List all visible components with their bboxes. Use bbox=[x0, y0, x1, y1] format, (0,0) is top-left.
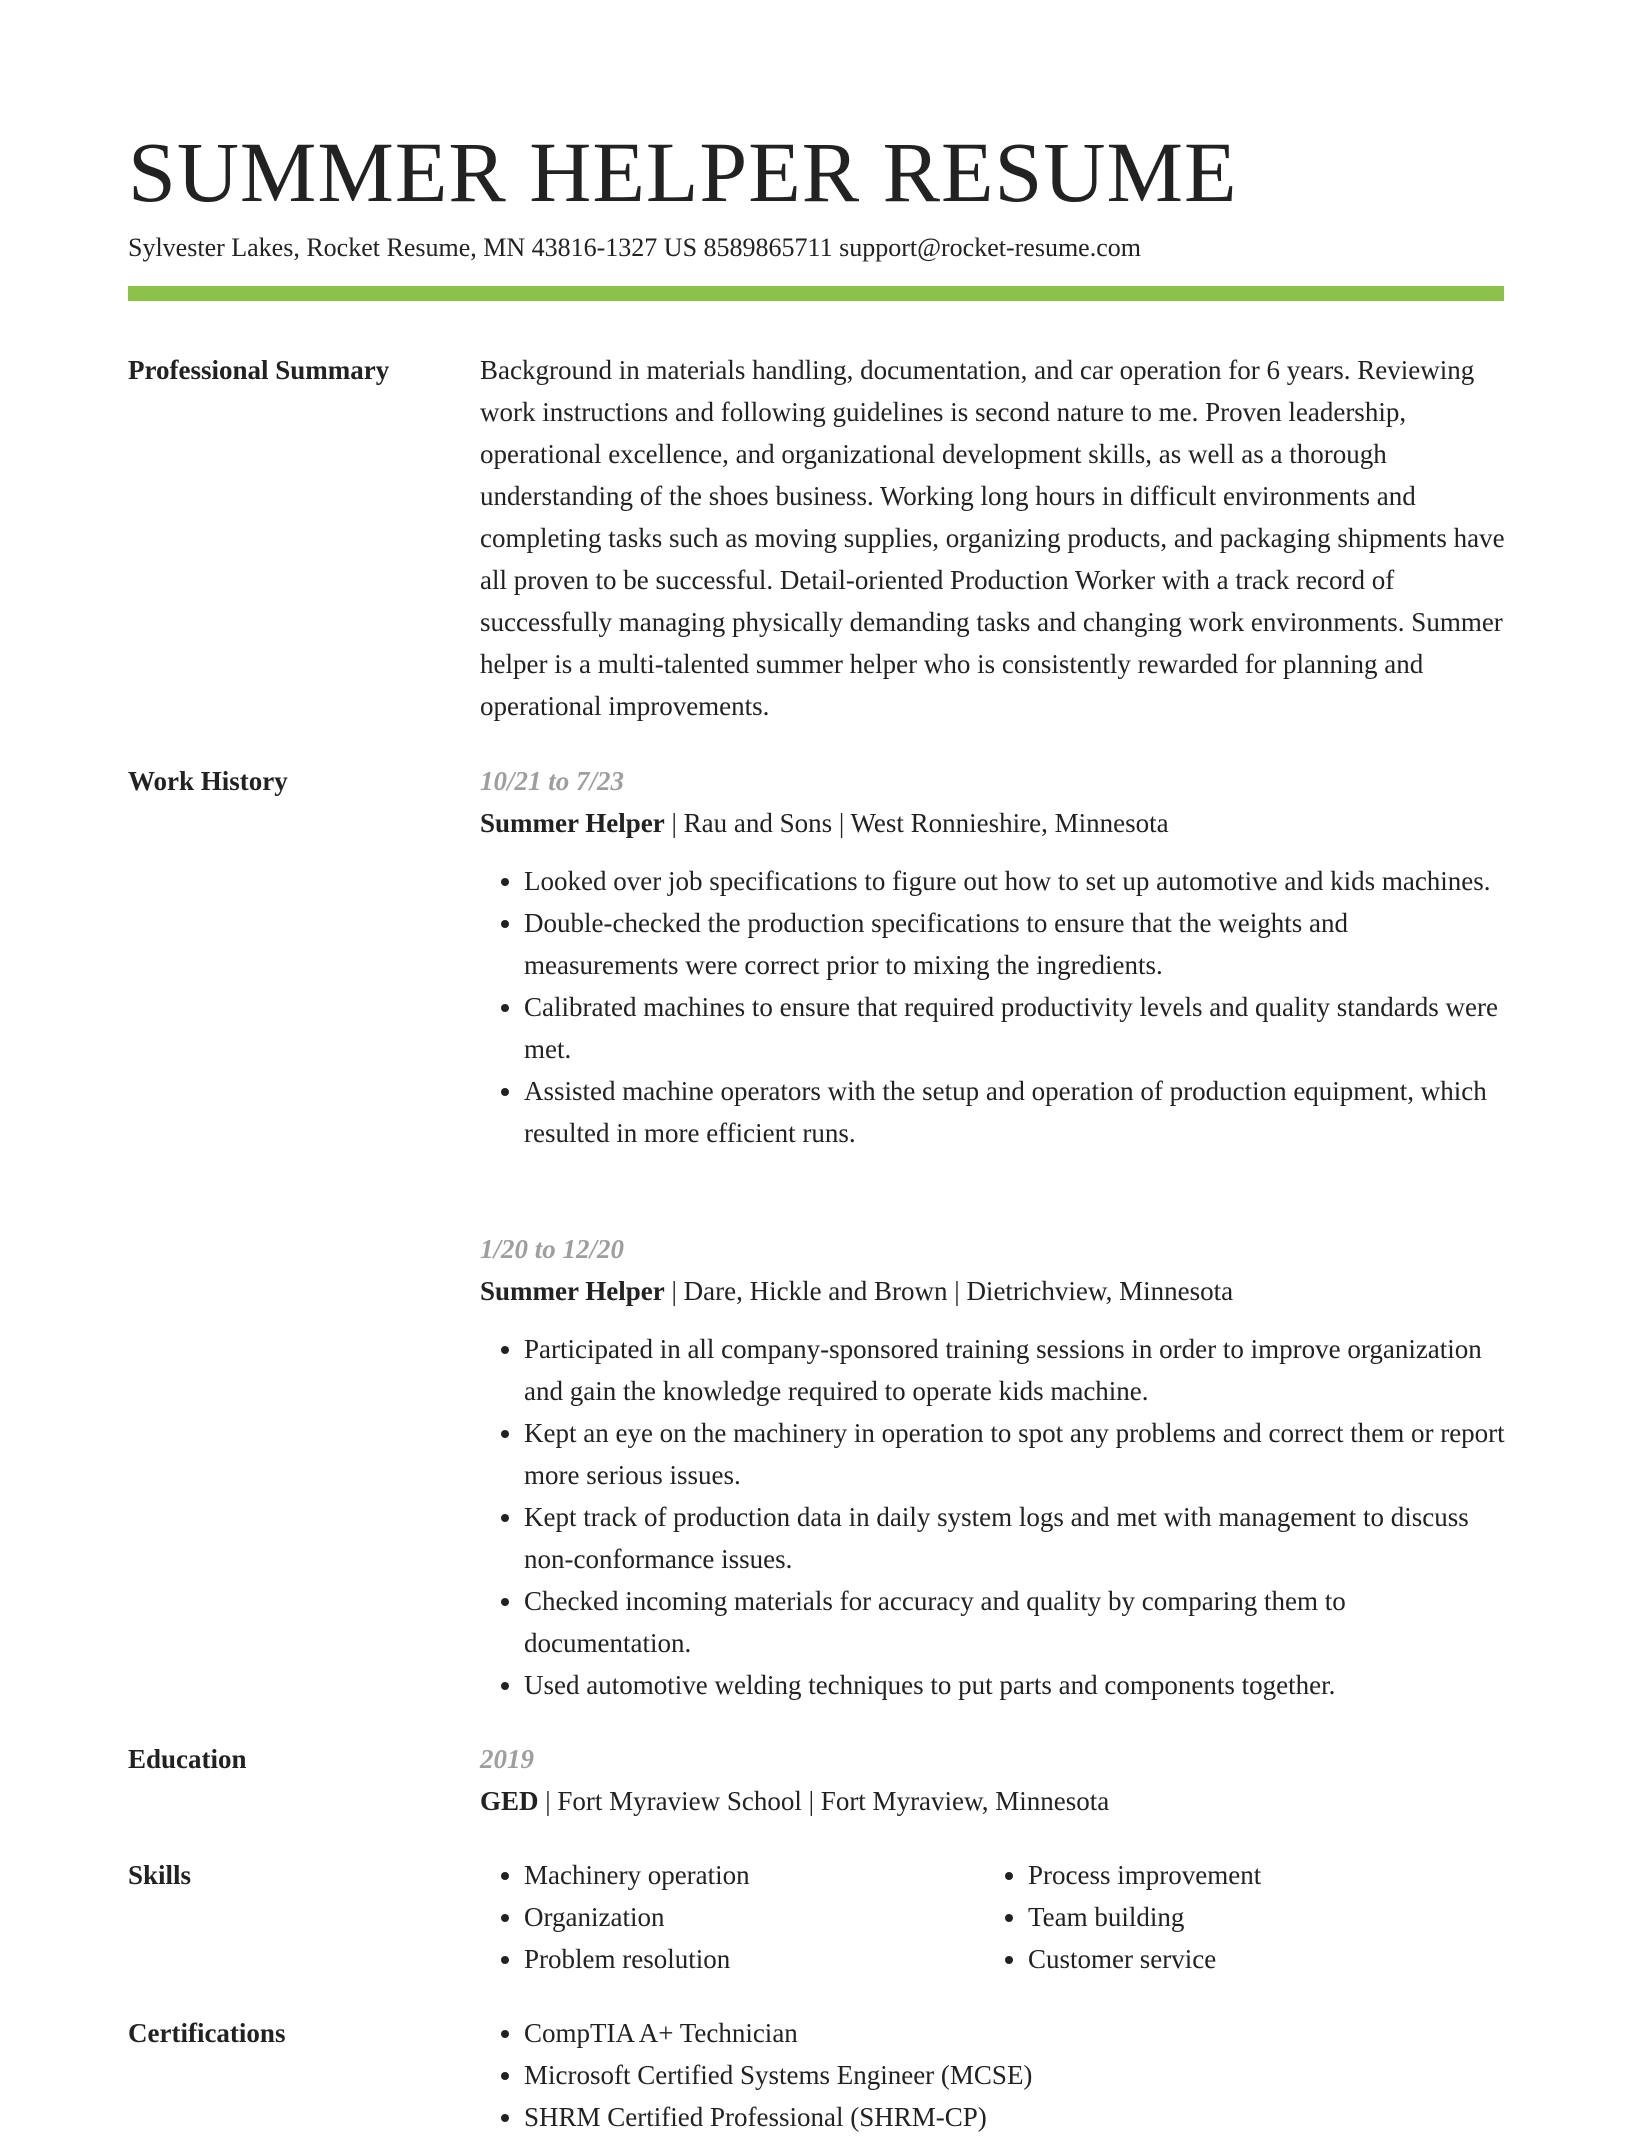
job-entry bbox=[480, 1228, 1506, 1706]
job-entry bbox=[480, 760, 1506, 1154]
list-item: • Organization bbox=[524, 1896, 984, 1938]
skills-section bbox=[480, 1854, 1506, 1980]
list-item: • Kept track of production data in daily system logs and met with management to discuss non-conformance issues. bbox=[524, 1496, 1506, 1580]
job-employer: | Rau and Sons | West Ronnieshire, Minnesota bbox=[664, 808, 1169, 838]
certifications-section bbox=[480, 2012, 1506, 2138]
job-employer: | Dare, Hickle and Brown | Dietrichview, Minnesota bbox=[664, 1276, 1234, 1306]
education-entry bbox=[480, 1738, 1506, 1822]
summary-label: Professional Summary bbox=[128, 355, 390, 385]
job-duties-list bbox=[480, 1328, 1506, 1706]
list-item: • Machinery operation bbox=[524, 1854, 984, 1896]
education-degree: GED bbox=[480, 1786, 539, 1816]
contact-line: Sylvester Lakes, Rocket Resume, MN 43816-1327 US 8589865711 support@rocket-resume.com bbox=[128, 233, 1141, 262]
list-item: • Problem resolution bbox=[524, 1938, 984, 1980]
list-item: • Checked incoming materials for accuracy and quality by comparing them to documentation. bbox=[524, 1580, 1506, 1664]
job-duties-list bbox=[480, 860, 1506, 1154]
list-item: • Microsoft Certified Systems Engineer (MCSE) bbox=[524, 2054, 1506, 2096]
job-role: Summer Helper bbox=[480, 1276, 665, 1306]
list-item: • Customer service bbox=[1028, 1938, 1488, 1980]
list-item: • Kept an eye on the machinery in operation to spot any problems and correct them or report more serious issues. bbox=[524, 1412, 1506, 1496]
list-item: • SHRM Certified Professional (SHRM-CP) bbox=[524, 2096, 1506, 2138]
skills-list-right bbox=[984, 1854, 1488, 1980]
list-item: • CompTIA A+ Technician bbox=[524, 2012, 1506, 2054]
list-item: • Looked over job specifications to figure out how to set up automotive and kids machines. bbox=[524, 860, 1506, 902]
skills-list-left bbox=[480, 1854, 984, 1980]
list-item: • Used automotive welding techniques to put parts and components together. bbox=[524, 1664, 1506, 1706]
list-item: • Team building bbox=[1028, 1896, 1488, 1938]
resume-title: SUMMER HELPER RESUME bbox=[128, 124, 1238, 220]
list-item: • Participated in all company-sponsored training sessions in order to improve organization and gain the knowledge required to operate kids machine. bbox=[524, 1328, 1506, 1412]
certifications-label: Certifications bbox=[128, 2018, 286, 2048]
education-school: | Fort Myraview School | Fort Myraview, Minnesota bbox=[538, 1786, 1110, 1816]
education-label: Education bbox=[128, 1744, 247, 1774]
job-dates: 10/21 to 7/23 bbox=[480, 766, 625, 796]
certifications-list bbox=[480, 2012, 1506, 2138]
list-item: • Calibrated machines to ensure that required productivity levels and quality standards were met. bbox=[524, 986, 1506, 1070]
job-title-line bbox=[480, 1270, 1506, 1312]
education-line bbox=[480, 1780, 1506, 1822]
list-item: • Assisted machine operators with the setup and operation of production equipment, which resulted in more efficient runs. bbox=[524, 1070, 1506, 1154]
list-item: • Process improvement bbox=[1028, 1854, 1488, 1896]
summary-section bbox=[480, 349, 1506, 727]
education-year: 2019 bbox=[480, 1744, 534, 1774]
job-dates: 1/20 to 12/20 bbox=[480, 1234, 625, 1264]
job-title-line bbox=[480, 802, 1506, 844]
job-role: Summer Helper bbox=[480, 808, 665, 838]
summary-text: Background in materials handling, documentation, and car operation for 6 years. Reviewing work instructions and following guidelines is second nature to me. Proven leadership, operational excellence, and organizational development skills, as well as a thorough understanding of the shoes business. Working long hours in difficult environments and completing tasks such as moving supplies, organizing products, and packaging shipments have all proven to be successful. Detail-oriented Production Worker with a track record of successfully managing physically demanding tasks and changing work environments. Summer helper is a multi-talented summer helper who is consistently rewarded for planning and operational improvements. bbox=[480, 355, 1505, 721]
skills-label: Skills bbox=[128, 1860, 192, 1890]
work-history-label: Work History bbox=[128, 766, 288, 796]
list-item: • Double-checked the production specifications to ensure that the weights and measurements were correct prior to mixing the ingredients. bbox=[524, 902, 1506, 986]
header-divider bbox=[128, 286, 1504, 301]
